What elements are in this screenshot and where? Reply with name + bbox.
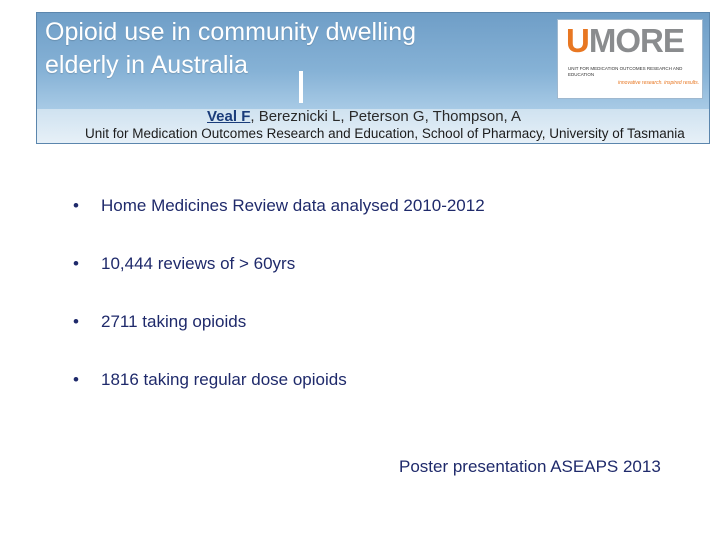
bullet-text: Home Medicines Review data analysed 2010-2012: [101, 196, 485, 215]
poster-banner: [36, 12, 710, 144]
bullet-item: [73, 312, 485, 370]
bullet-text: 10,444 reviews of > 60yrs: [101, 254, 296, 273]
poster-title: [45, 16, 416, 82]
bullet-dot-icon: •: [73, 254, 79, 273]
bullet-dot-icon: •: [73, 370, 79, 389]
logo-tagline: innovative research. inspired results.: [618, 80, 700, 86]
umore-logo-mark: [566, 22, 684, 60]
bullet-list: [73, 196, 485, 428]
poster-title-line-1: Opioid use in community dwelling: [45, 18, 417, 46]
logo-mark-rest: MORE: [588, 22, 684, 59]
poster-presentation-note: Poster presentation ASEAPS 2013: [399, 457, 661, 476]
affiliation-line: Unit for Medication Outcomes Research and Education, School of Pharmacy, University of Tasmania: [85, 126, 685, 141]
bullet-item: [73, 196, 485, 254]
bullet-item: [73, 254, 485, 312]
logo-subtitle: UNIT FOR MEDICATION OUTCOMES RESEARCH AND EDUCATION: [568, 66, 683, 77]
umore-logo: [557, 19, 703, 99]
bullet-text: 1816 taking regular dose opioids: [101, 370, 347, 389]
co-authors: , Bereznicki L, Peterson G, Thompson, A: [250, 108, 522, 125]
bullet-dot-icon: •: [73, 196, 79, 215]
bullet-text: 2711 taking opioids: [101, 312, 247, 331]
poster-title-line-2: elderly in Australia: [45, 51, 248, 79]
logo-mark-u: U: [566, 22, 589, 59]
bullet-dot-icon: •: [73, 312, 79, 331]
text-cursor-mark: [299, 71, 303, 103]
bullet-item: [73, 370, 485, 428]
authors-line: [207, 108, 521, 125]
lead-author: Veal F: [207, 108, 251, 125]
